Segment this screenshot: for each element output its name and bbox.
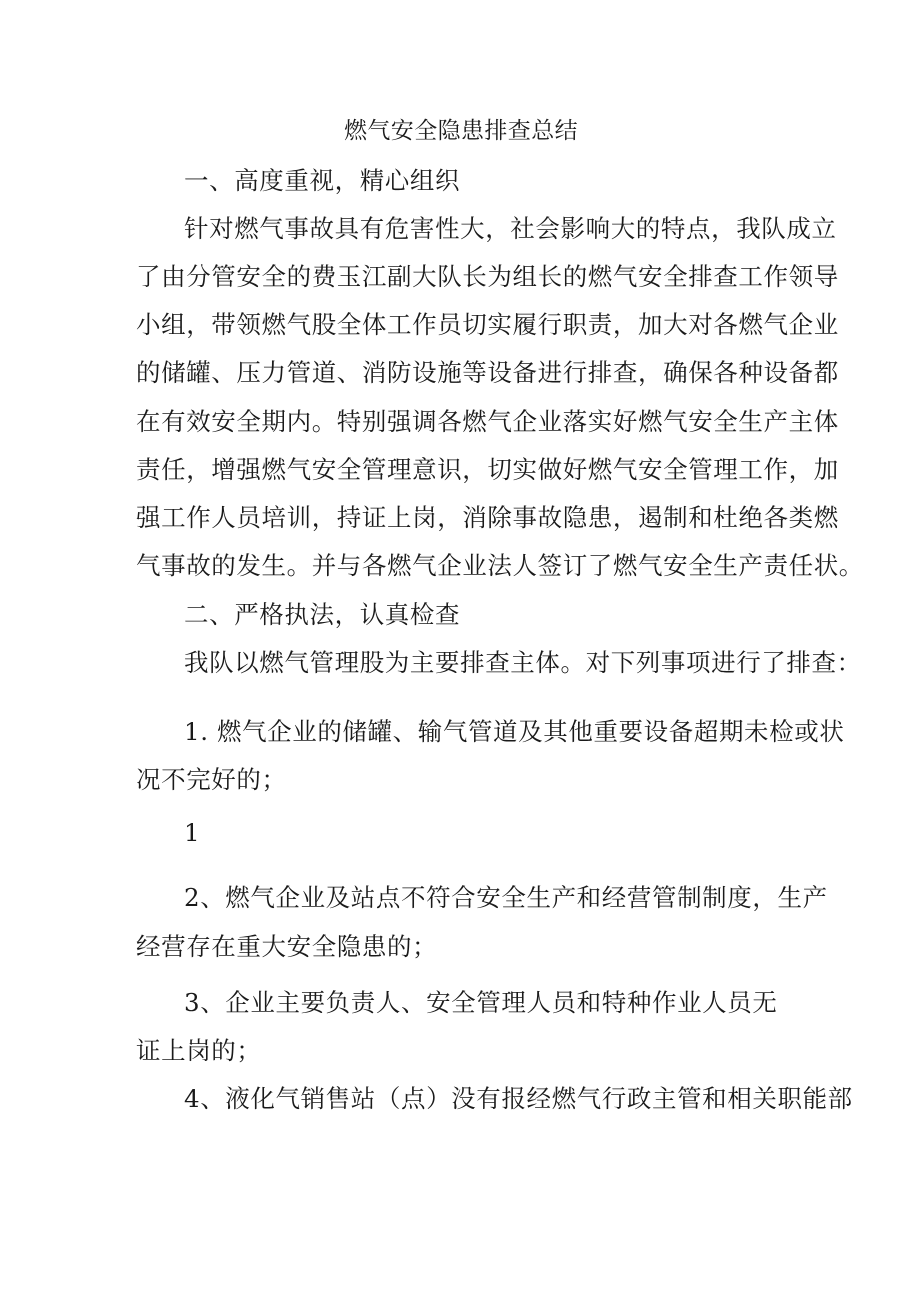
section-heading-1: 一、高度重视，精心组织	[184, 166, 461, 195]
document-title: 燃气安全隐患排查总结	[344, 118, 578, 144]
list-item-3-line: 3、企业主要负责人、安全管理人员和特种作业人员无	[184, 988, 778, 1017]
list-item-2-line: 经营存在重大安全隐患的；	[136, 932, 438, 961]
page-number: 1	[184, 818, 201, 847]
list-item-3-line: 证上岗的；	[136, 1036, 262, 1065]
list-item-4-line: 4、液化气销售站（点）没有报经燃气行政主管和相关职能部	[184, 1084, 853, 1113]
paragraph-1-line: 强工作人员培训，持证上岗，消除事故隐患，遏制和杜绝各类燃	[136, 503, 839, 532]
paragraph-1-line: 了由分管安全的费玉江副大队长为组长的燃气安全排查工作领导	[136, 262, 839, 291]
paragraph-2-line: 我队以燃气管理股为主要排查主体。对下列事项进行了排查：	[184, 648, 862, 677]
paragraph-1-line: 针对燃气事故具有危害性大，社会影响大的特点，我队成立	[184, 214, 837, 243]
list-item-2-line: 2、燃气企业及站点不符合安全生产和经营管制制度，生产	[184, 883, 828, 912]
paragraph-1-line: 小组，带领燃气股全体工作员切实履行职责，加大对各燃气企业	[136, 310, 839, 339]
paragraph-1-line: 气事故的发生。并与各燃气企业法人签订了燃气安全生产责任状。	[136, 551, 864, 580]
list-item-1-line: 1. 燃气企业的储罐、输气管道及其他重要设备超期未检或状	[184, 717, 845, 746]
paragraph-1-line: 的储罐、压力管道、消防设施等设备进行排查，确保各种设备都	[136, 358, 839, 387]
paragraph-1-line: 在有效安全期内。特别强调各燃气企业落实好燃气安全生产主体	[136, 407, 839, 436]
paragraph-1-line: 责任，增强燃气安全管理意识，切实做好燃气安全管理工作，加	[136, 455, 839, 484]
list-item-1-line: 况不完好的；	[136, 765, 287, 794]
section-heading-2: 二、严格执法，认真检查	[184, 600, 461, 629]
